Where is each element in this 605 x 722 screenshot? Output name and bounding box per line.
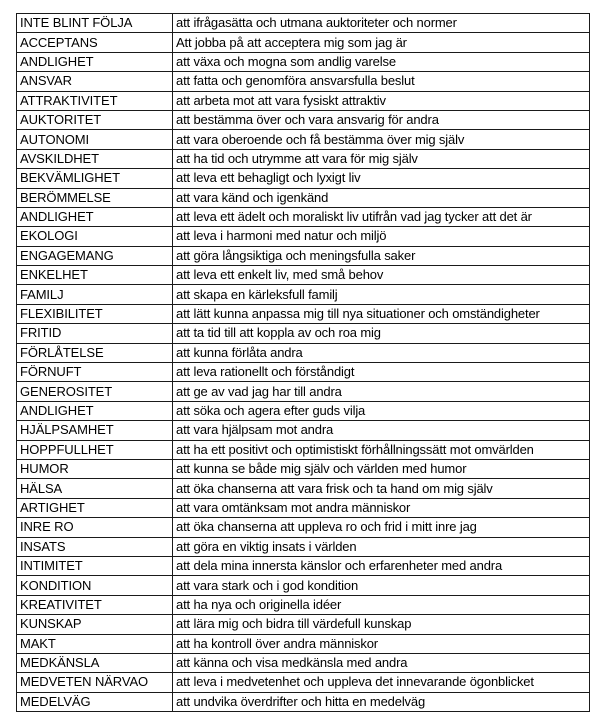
table-row: [17, 440, 590, 459]
value-term: EKOLOGI: [17, 227, 173, 246]
value-term: MEDELVÄG: [17, 692, 173, 711]
value-definition: Att jobba på att acceptera mig som jag är: [173, 33, 590, 52]
value-definition: att vara stark och i god kondition: [173, 576, 590, 595]
value-definition: att fatta och genomföra ansvarsfulla beslut: [173, 72, 590, 91]
value-definition: att skapa en kärleksfull familj: [173, 285, 590, 304]
value-definition: att dela mina innersta känslor och erfarenheter med andra: [173, 556, 590, 575]
value-term: INTIMITET: [17, 556, 173, 575]
value-term: ACCEPTANS: [17, 33, 173, 52]
value-term: HUMOR: [17, 459, 173, 478]
table-row: [17, 130, 590, 149]
table-row: [17, 595, 590, 614]
value-definition: att öka chanserna att uppleva ro och frid i mitt inre jag: [173, 518, 590, 537]
value-term: GENEROSITET: [17, 382, 173, 401]
value-term: ANDLIGHET: [17, 207, 173, 226]
value-definition: att göra en viktig insats i världen: [173, 537, 590, 556]
table-row: [17, 537, 590, 556]
value-definition: att leva i medvetenhet och uppleva det innevarande ögonblicket: [173, 673, 590, 692]
table-row: [17, 91, 590, 110]
table-row: [17, 285, 590, 304]
value-definition: att kunna förlåta andra: [173, 343, 590, 362]
value-definition: att växa och mogna som andlig varelse: [173, 52, 590, 71]
table-row: [17, 14, 590, 33]
value-definition: att ha ett positivt och optimistiskt förhållningssätt mot omvärlden: [173, 440, 590, 459]
value-term: HOPPFULLHET: [17, 440, 173, 459]
table-row: [17, 479, 590, 498]
table-row: [17, 421, 590, 440]
value-definition: att undvika överdrifter och hitta en medelväg: [173, 692, 590, 711]
table-row: [17, 52, 590, 71]
value-definition: att vara hjälpsam mot andra: [173, 421, 590, 440]
value-definition: att ha kontroll över andra människor: [173, 634, 590, 653]
value-term: KREATIVITET: [17, 595, 173, 614]
value-term: FAMILJ: [17, 285, 173, 304]
value-definition: att lära mig och bidra till värdefull kunskap: [173, 615, 590, 634]
value-term: BERÖMMELSE: [17, 188, 173, 207]
table-row: [17, 33, 590, 52]
value-definition: att bestämma över och vara ansvarig för andra: [173, 110, 590, 129]
table-row: [17, 673, 590, 692]
value-definition: att söka och agera efter guds vilja: [173, 401, 590, 420]
table-row: [17, 188, 590, 207]
value-term: AUTONOMI: [17, 130, 173, 149]
value-definition: att ta tid till att koppla av och roa mig: [173, 324, 590, 343]
value-term: AUKTORITET: [17, 110, 173, 129]
table-row: [17, 363, 590, 382]
table-row: [17, 266, 590, 285]
value-term: KUNSKAP: [17, 615, 173, 634]
value-definition: att kunna se både mig själv och världen med humor: [173, 459, 590, 478]
table-row: [17, 556, 590, 575]
value-term: INTE BLINT FÖLJA: [17, 14, 173, 33]
table-row: [17, 401, 590, 420]
table-row: [17, 459, 590, 478]
table-row: [17, 110, 590, 129]
value-term: ANDLIGHET: [17, 401, 173, 420]
value-term: KONDITION: [17, 576, 173, 595]
value-term: MEDKÄNSLA: [17, 653, 173, 672]
table-row: [17, 304, 590, 323]
value-term: ANDLIGHET: [17, 52, 173, 71]
value-term: MEDVETEN NÄRVAO: [17, 673, 173, 692]
table-row: [17, 615, 590, 634]
value-definition: att leva ett behagligt och lyxigt liv: [173, 169, 590, 188]
value-definition: att ha nya och originella idéer: [173, 595, 590, 614]
value-definition: att vara känd och igenkänd: [173, 188, 590, 207]
table-row: [17, 653, 590, 672]
value-definition: att vara omtänksam mot andra människor: [173, 498, 590, 517]
table-row: [17, 72, 590, 91]
value-definition: att leva rationellt och förståndigt: [173, 363, 590, 382]
value-definition: att leva ett ädelt och moraliskt liv utifrån vad jag tycker att det är: [173, 207, 590, 226]
table-row: [17, 343, 590, 362]
value-term: FÖRNUFT: [17, 363, 173, 382]
value-term: MAKT: [17, 634, 173, 653]
value-definition: att känna och visa medkänsla med andra: [173, 653, 590, 672]
value-term: FÖRLÅTELSE: [17, 343, 173, 362]
value-term: INSATS: [17, 537, 173, 556]
value-definition: att leva i harmoni med natur och miljö: [173, 227, 590, 246]
value-term: ENKELHET: [17, 266, 173, 285]
table-row: [17, 246, 590, 265]
value-term: AVSKILDHET: [17, 149, 173, 168]
value-term: ATTRAKTIVITET: [17, 91, 173, 110]
table-row: [17, 692, 590, 711]
table-row: [17, 518, 590, 537]
table-row: [17, 382, 590, 401]
value-term: HÄLSA: [17, 479, 173, 498]
value-definition: att vara oberoende och få bestämma över mig själv: [173, 130, 590, 149]
value-definition: att arbeta mot att vara fysiskt attraktiv: [173, 91, 590, 110]
table-row: [17, 149, 590, 168]
table-row: [17, 634, 590, 653]
value-definition: att ge av vad jag har till andra: [173, 382, 590, 401]
value-definition: att ifrågasätta och utmana auktoriteter och normer: [173, 14, 590, 33]
value-term: ENGAGEMANG: [17, 246, 173, 265]
value-term: ANSVAR: [17, 72, 173, 91]
table-row: [17, 324, 590, 343]
value-definition: att öka chanserna att vara frisk och ta hand om mig själv: [173, 479, 590, 498]
value-definition: att leva ett enkelt liv, med små behov: [173, 266, 590, 285]
values-table: [16, 13, 590, 712]
values-table-body: [17, 14, 590, 712]
table-row: [17, 227, 590, 246]
table-row: [17, 498, 590, 517]
table-row: [17, 169, 590, 188]
value-term: FLEXIBILITET: [17, 304, 173, 323]
table-row: [17, 207, 590, 226]
value-definition: att göra långsiktiga och meningsfulla saker: [173, 246, 590, 265]
value-term: HJÄLPSAMHET: [17, 421, 173, 440]
value-term: ARTIGHET: [17, 498, 173, 517]
value-term: BEKVÄMLIGHET: [17, 169, 173, 188]
value-definition: att lätt kunna anpassa mig till nya situationer och omständigheter: [173, 304, 590, 323]
table-row: [17, 576, 590, 595]
value-term: INRE RO: [17, 518, 173, 537]
value-term: FRITID: [17, 324, 173, 343]
value-definition: att ha tid och utrymme att vara för mig själv: [173, 149, 590, 168]
